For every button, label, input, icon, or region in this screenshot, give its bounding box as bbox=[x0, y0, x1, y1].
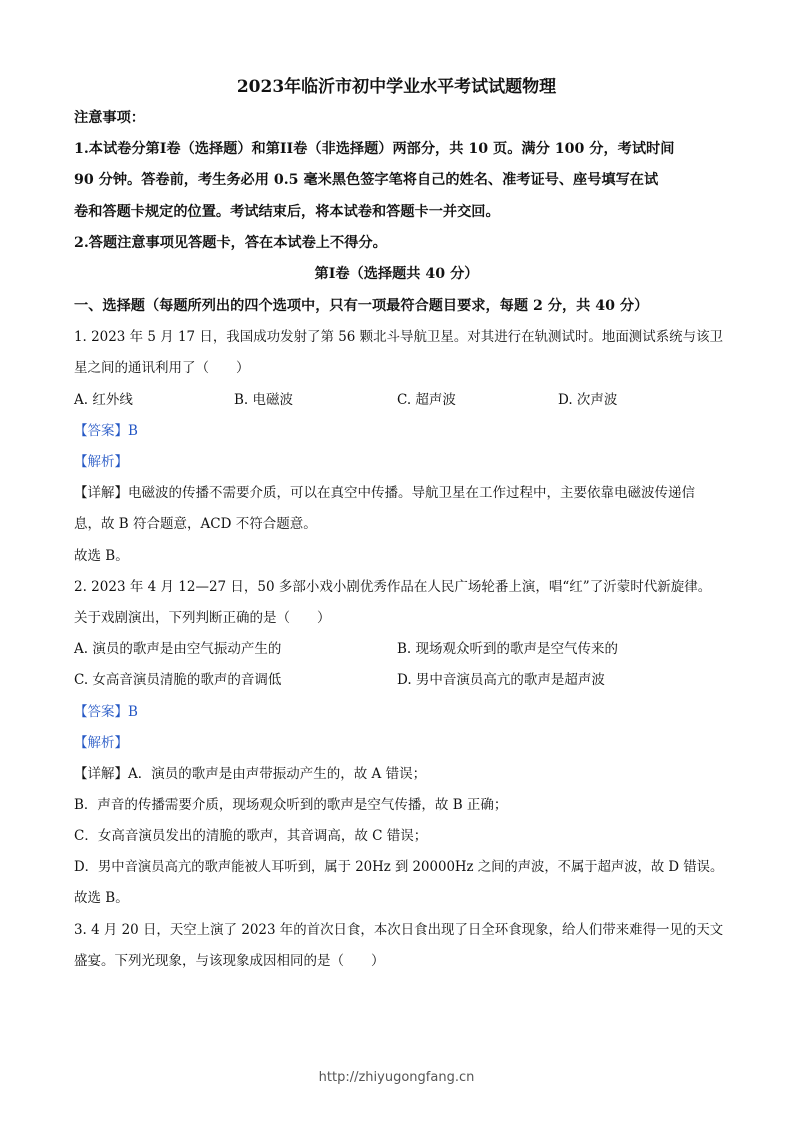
q2-answer: 【答案】B bbox=[74, 704, 138, 720]
footer-url[interactable]: http://zhiyugongfang.cn bbox=[318, 1070, 475, 1085]
q2-option-d: D. 男中音演员高亢的歌声是超声波 bbox=[397, 672, 605, 688]
q2-option-a: A. 演员的歌声是由空气振动产生的 bbox=[74, 641, 282, 657]
q2-analysis-label: 【解析】 bbox=[74, 735, 128, 751]
q2-option-c: C. 女高音演员清脆的歌声的音调低 bbox=[74, 672, 282, 688]
q1-option-b: B. 电磁波 bbox=[234, 392, 294, 408]
q3-stem-line-2: 盛宴。下列光现象，与该现象成因相同的是（ ） bbox=[74, 953, 385, 969]
q1-stem-line-2: 星之间的通讯利用了（ ） bbox=[74, 360, 250, 376]
notice-line-3: 卷和答题卡规定的位置。考试结束后，将本试卷和答题卡一并交回。 bbox=[74, 204, 500, 220]
notice-line-2: 90 分钟。答卷前，考生务必用 0.5 毫米黑色签字笔将自己的姓名、准考证号、座号填写在试 bbox=[74, 172, 659, 188]
q1-stem-line-1: 1. 2023 年 5 月 17 日，我国成功发射了第 56 颗北斗导航卫星。对其进行在轨测试时。地面测试系统与该卫 bbox=[74, 329, 723, 345]
q1-option-c: C. 超声波 bbox=[397, 392, 456, 408]
q1-answer: 【答案】B bbox=[74, 423, 138, 439]
notice-line-4: 2.答题注意事项见答题卡，答在本试卷上不得分。 bbox=[74, 235, 387, 251]
q2-stem-line-1: 2. 2023 年 4 月 12—27 日，50 多部小戏小剧优秀作品在人民广场轮番上演，唱“红”了沂蒙时代新旋律。 bbox=[74, 579, 712, 595]
page-title: 2023年临沂市初中学业水平考试试题物理 bbox=[236, 77, 557, 97]
q3-stem-line-1: 3. 4 月 20 日，天空上演了 2023 年的首次日食，本次日食出现了日全环食现象，给人们带来难得一见的天文 bbox=[74, 922, 724, 938]
part1-title: 第I卷（选择题共 40 分） bbox=[314, 266, 479, 282]
q2-detail-line-4: D．男中音演员高亢的歌声能被人耳听到，属于 20Hz 到 20000Hz 之间的声波，不属于超声波，故 D 错误。 bbox=[74, 859, 724, 875]
q2-option-b: B. 现场观众听到的歌声是空气传来的 bbox=[397, 641, 619, 657]
q1-option-a: A. 红外线 bbox=[74, 392, 133, 408]
q2-detail-line-2: B．声音的传播需要介质，现场观众听到的歌声是空气传播，故 B 正确； bbox=[74, 797, 508, 813]
q2-stem-line-2: 关于戏剧演出，下列判断正确的是（ ） bbox=[74, 610, 331, 626]
q2-detail-line-3: C．女高音演员发出的清脆的歌声，其音调高，故 C 错误； bbox=[74, 828, 428, 844]
q1-option-d: D. 次声波 bbox=[558, 392, 618, 408]
q2-detail-line-1: 【详解】A．演员的歌声是由声带振动产生的，故 A 错误； bbox=[74, 766, 427, 782]
q2-conclusion: 故选 B。 bbox=[74, 890, 129, 906]
q1-analysis-label: 【解析】 bbox=[74, 454, 128, 470]
q1-detail-line-1: 【详解】电磁波的传播不需要介质，可以在真空中传播。导航卫星在工作过程中，主要依靠电磁波传递信 bbox=[74, 485, 695, 501]
q1-detail-line-2: 息，故 B 符合题意，ACD 不符合题意。 bbox=[74, 516, 317, 532]
notice-line-1: 1.本试卷分第I卷（选择题）和第II卷（非选择题）两部分，共 10 页。满分 100 分，考试时间 bbox=[74, 141, 675, 157]
q1-conclusion: 故选 B。 bbox=[74, 548, 129, 564]
notice-heading: 注意事项： bbox=[74, 110, 145, 126]
section1-title: 一、选择题（每题所列出的四个选项中，只有一项最符合题目要求，每题 2 分，共 40 分） bbox=[74, 298, 649, 314]
